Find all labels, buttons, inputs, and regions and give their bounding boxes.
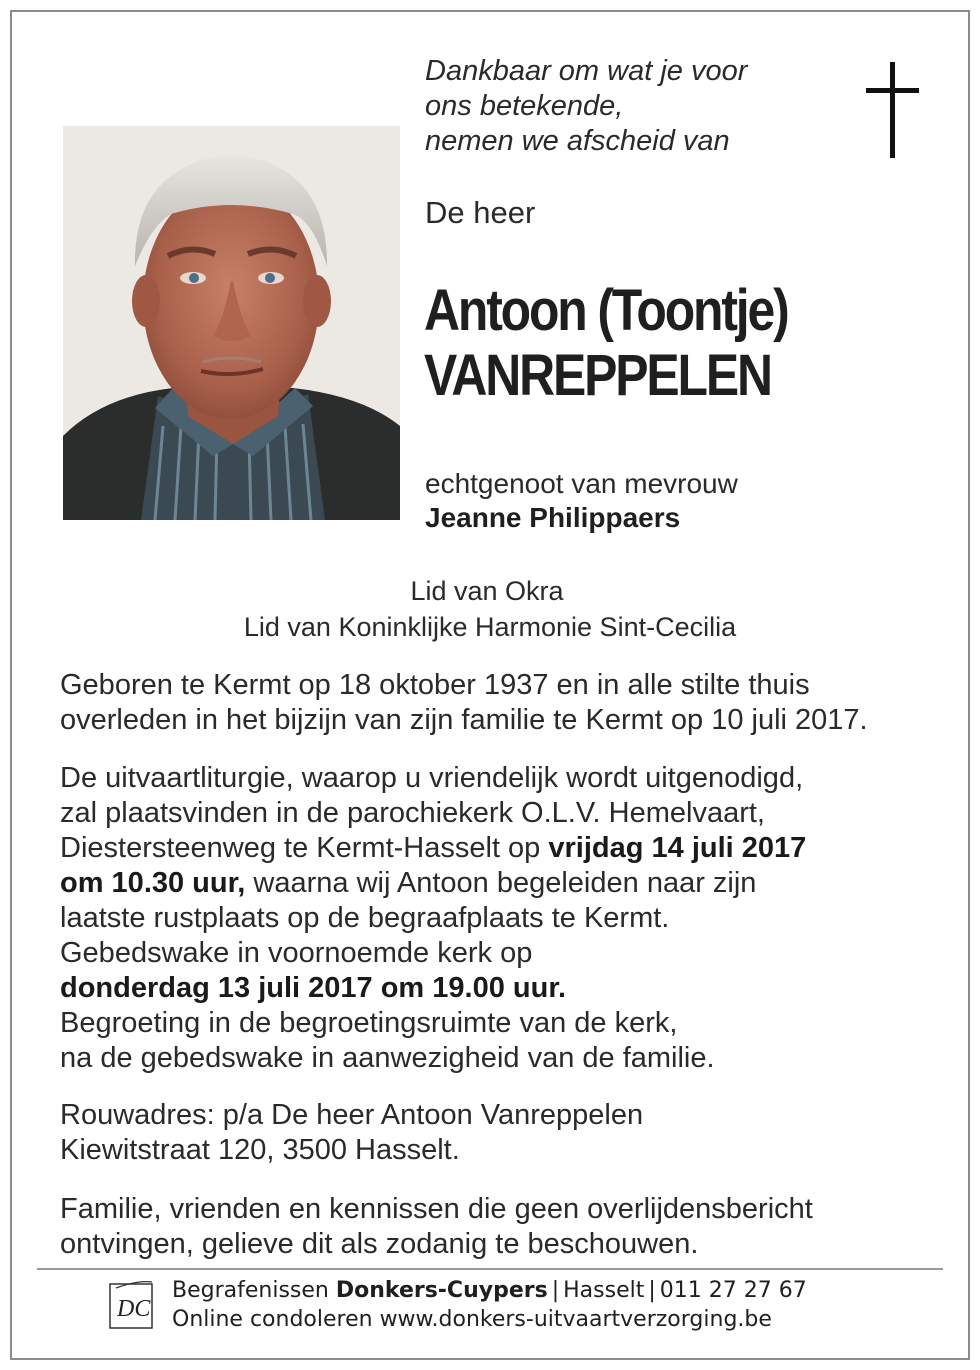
company-city: Hasselt [563,1278,645,1303]
deceased-name [424,278,788,408]
membership-item: Lid van Koninklijke Harmonie Sint-Cecilia [243,612,737,642]
intro-line: Dankbaar om wat je voor [425,55,748,87]
portrait-photo [63,126,400,520]
text-line: Familie, vrienden en kennissen die geen overlijdensbericht [60,1193,813,1225]
footer-line2 [172,1305,807,1334]
text-line: De uitvaartliturgie, waarop u vriendelijk wordt uitgenodigd, [60,762,804,794]
text-line: Gebedswake in voornoemde kerk op [60,937,533,969]
company-prefix: Begrafenissen [172,1278,336,1303]
company-name: Donkers-Cuypers [335,1278,548,1303]
text-line: ontvingen, gelieve dit als zodanig te beschouwen. [60,1228,699,1260]
intro-line: ons betekende, [425,90,624,122]
intro-line: nemen we afscheid van [425,125,730,157]
latin-cross-icon [862,62,922,158]
spouse-name: Jeanne Philippaers [425,502,681,533]
funeral-date: vrijdag 14 juli 2017 [548,832,807,864]
funeral-time: om 10.30 uur, [60,867,246,899]
text-line: zal plaatsvinden in de parochiekerk O.L.V. Hemelvaart, [60,797,765,829]
funeral-paragraph [60,761,960,1076]
website-link[interactable]: www.donkers-uitvaartverzorging.be [379,1307,772,1332]
footer [172,1276,807,1334]
text-line: Rouwadres: p/a De heer Antoon Vanreppelen [60,1099,644,1131]
text-line: na de gebedswake in aanwezigheid van de familie. [60,1042,715,1074]
deceased-name-line1: Antoon (Toontje) [424,278,788,343]
family-note [60,1192,960,1262]
deceased-name-line2: VANREPPELEN [424,343,771,408]
text-line: Begroeting in de begroetingsruimte van de kerk, [60,1007,678,1039]
membership-item: Lid van Okra [410,576,564,606]
memberships [0,573,980,645]
text-line [60,971,960,1006]
birth-death-paragraph [60,668,960,738]
logo-letters: DC [117,1296,151,1322]
donkers-cuypers-monogram-logo [108,1278,156,1330]
company-phone[interactable]: 011 27 27 67 [659,1278,807,1303]
wake-date-time: donderdag 13 juli 2017 om 19.00 uur. [60,972,567,1004]
footer-divider [37,1268,943,1270]
text-line: laatste rustplaats op de begraafplaats te Kermt. [60,902,670,934]
condolence-label: Online condoleren [172,1307,380,1332]
salutation: De heer [425,195,536,230]
spouse-label: echtgenoot van mevrouw [425,468,738,499]
text-span: waarna wij Antoon begeleiden naar zijn [245,867,757,899]
separator: | [648,1278,656,1303]
text-line: Kiewitstraat 120, 3500 Hasselt. [60,1134,460,1166]
text-line [60,831,960,866]
separator: | [551,1278,560,1303]
footer-line1 [172,1276,807,1305]
text-span: Diestersteenweg te Kermt-Hasselt op [60,832,549,864]
mourning-address [60,1098,960,1168]
intro-text [425,54,747,159]
text-line: overleden in het bijzijn van zijn familie te Kermt op 10 juli 2017. [60,704,868,736]
text-line: Geboren te Kermt op 18 oktober 1937 en in alle stilte thuis [60,669,810,701]
text-line [60,866,960,901]
